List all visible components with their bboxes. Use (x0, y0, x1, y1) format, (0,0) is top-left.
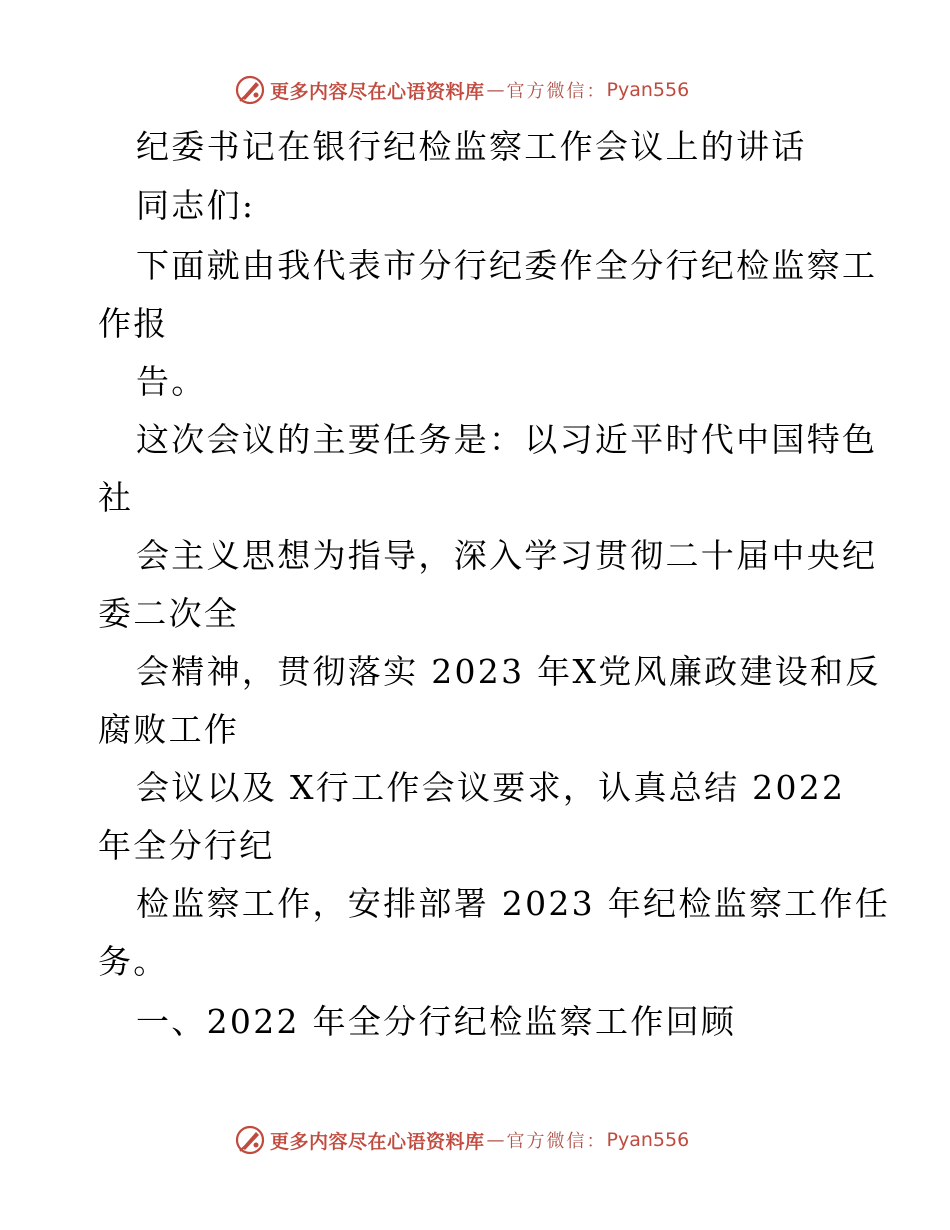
document-title: 纪委书记在银行纪检监察工作会议上的讲话 (136, 127, 807, 166)
paragraph-line: 下面就由我代表市分行纪委作全分行纪检监察工 (136, 246, 878, 285)
paragraph-line: 会主义思想为指导，深入学习贯彻二十届中央纪 (136, 536, 878, 575)
salutation: 同志们: (136, 186, 256, 225)
banner-official-label: 官方微信： (506, 81, 607, 102)
quill-logo-icon (234, 74, 266, 106)
section-heading: 一、2022 年全分行纪检监察工作回顾 (136, 1002, 737, 1041)
header-banner (234, 73, 689, 107)
banner-separator: — (486, 1129, 505, 1151)
paragraph-line: 这次会议的主要任务是：以习近平时代中国特色 (136, 420, 878, 459)
paragraph-line: 腐败工作 (98, 710, 240, 749)
paragraph-line: 委二次全 (98, 594, 240, 633)
paragraph-line: 作报 (98, 304, 169, 343)
paragraph-line: 务。 (98, 942, 169, 981)
banner-handle: Pyan556 (606, 1129, 690, 1151)
paragraph-line: 会议以及 X行工作会议要求，认真总结 2022 (136, 768, 846, 807)
paragraph-line: 会精神，贯彻落实 2023 年X党风廉政建设和反 (136, 652, 881, 691)
banner-tagline: 更多内容尽在心语资料库 (270, 1130, 485, 1153)
footer-banner (234, 1123, 689, 1157)
banner-separator: — (486, 79, 505, 101)
banner-tagline: 更多内容尽在心语资料库 (270, 80, 485, 103)
banner-official-label: 官方微信： (506, 1131, 607, 1152)
paragraph-line: 年全分行纪 (98, 826, 275, 865)
banner-handle: Pyan556 (606, 79, 690, 101)
quill-logo-icon (234, 1124, 266, 1156)
paragraph-line: 检监察工作，安排部署 2023 年纪检监察工作任 (136, 884, 891, 923)
paragraph-line: 告。 (136, 362, 207, 401)
paragraph-line: 社 (98, 478, 134, 517)
